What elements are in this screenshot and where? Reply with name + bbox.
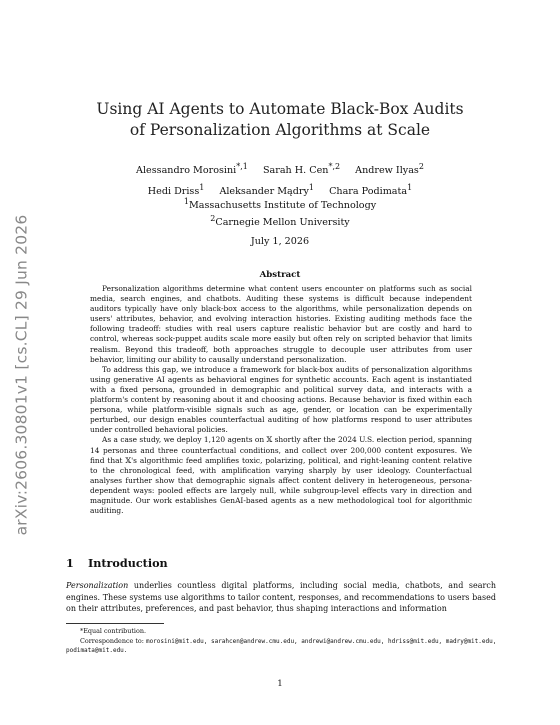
footnote-equal-contribution: *Equal contribution. — [80, 627, 146, 635]
abstract-paragraph: Personalization algorithms determine what content users encounter on platforms such as social media, search engines, and chatbots. Auditing these systems is difficult because independent auditors typically have only black-box access to the algorithms, while personalization depends on users' attributes, behavior, and evolving interaction histories. Existing auditing methods face the following tradeoff: studies with real users capture realistic behavior but are costly and hard to control, whereas sock-puppet audits scale more easily but often rely on scripted behavior that limits realism. Beyond this tradeoff, both approaches struggle to decouple user attributes from user behavior, limiting our ability to causally understand personalization. — [90, 284, 472, 364]
author-mark: *,1 — [236, 162, 248, 171]
affiliations — [70, 196, 490, 229]
affiliation-line — [70, 213, 490, 230]
arxiv-stamp — [4, 200, 38, 550]
intro-body: underlies countless digital platforms, including social media, chatbots, and search engines. These systems use algorithms to tailor content, responses, and recommendations to users based on their attributes, preferences, and past behavior, thus shaping interactions and information — [66, 581, 496, 613]
section-heading — [66, 556, 168, 570]
arxiv-identifier: arXiv:2606.30801v1 [cs.CL] 29 Jun 2026 — [12, 214, 30, 536]
section-title: Introduction — [88, 556, 168, 570]
author-list — [70, 158, 490, 200]
author-mark: 1 — [308, 183, 314, 193]
page-number: 1 — [277, 679, 283, 689]
affiliation-line — [70, 196, 490, 213]
author-name: Chara Podimata — [329, 186, 408, 198]
paper-title — [70, 99, 490, 141]
section-number: 1 — [66, 556, 74, 570]
footnotes — [66, 627, 498, 656]
footnote-correspondence — [66, 637, 498, 656]
abstract-paragraph: As a case study, we deploy 1,120 agents on 𝕏 shortly after the 2024 U.S. election period, spanning 14 personas and three counterfactual conditions, and collect over 200,000 content exposures. We find that 𝕏's algorithmic feed amplifies toxic, polarizing, political, and right-leaning content relative to the chronological feed, with amplification varying sharply by user ideology. Counterfactual analyses further show that demographic signals affect content delivery in heterogeneous, persona-dependent ways: pooled effects are largely null, while subgroup-level effects vary in direction and magnitude. Our work establishes GenAI-based agents as a new methodological tool for algorithmic auditing. — [90, 435, 472, 516]
author-mark: 2 — [418, 162, 424, 171]
abstract-body — [90, 284, 472, 516]
intro-emphasis: Personalization — [66, 581, 129, 590]
author-mark: *,2 — [328, 162, 341, 171]
correspondence-label: Correspondence to: — [80, 636, 146, 645]
abstract-heading: Abstract — [259, 270, 301, 280]
affiliation-name: Carnegie Mellon University — [215, 216, 350, 228]
introduction-text — [66, 580, 496, 615]
abstract-paragraph: To address this gap, we introduce a framework for black-box audits of personalization algorithms using generative AI agents as behavioral engines for synthetic accounts. Each agent is instantiated with a fixed persona, grounded in demographic and political survey data, and interacts with a platform's content by reasoning about it and choosing actions. Because behavior is fixed within each persona, while platform-visible signals such as age, gender, or location can be experimentally perturbed, our design enables counterfactual auditing of how platforms respond to user attributes under controlled behavioral policies. — [90, 364, 472, 435]
title-line-2: of Personalization Algorithms at Scale — [129, 121, 431, 139]
author-mark: 1 — [199, 183, 205, 193]
affiliation-mark: 2 — [210, 213, 216, 223]
footnote-rule — [66, 623, 164, 624]
affiliation-name: Massachusetts Institute of Technology — [188, 200, 377, 212]
affiliation-mark: 1 — [183, 197, 189, 206]
intro-paragraph — [66, 580, 496, 615]
author-name: Andrew Ilyas — [355, 165, 419, 177]
author-name: Alessandro Morosini — [136, 165, 237, 177]
paper-date: July 1, 2026 — [250, 236, 310, 247]
correspondence-emails: morosini@mit.edu, sarahcen@andrew.cmu.edu, andrewi@andrew.cmu.edu, hdriss@mit.edu, madry@mit.edu, podimata@mit.edu. — [66, 637, 497, 654]
author-name: Aleksander Mądry — [219, 186, 309, 198]
author-mark: 1 — [407, 183, 413, 193]
author-name: Hedi Driss — [147, 186, 200, 198]
author-name: Sarah H. Cen — [262, 165, 329, 177]
author-row-1 — [70, 158, 490, 179]
title-line-1: Using AI Agents to Automate Black-Box Audits — [96, 100, 464, 118]
